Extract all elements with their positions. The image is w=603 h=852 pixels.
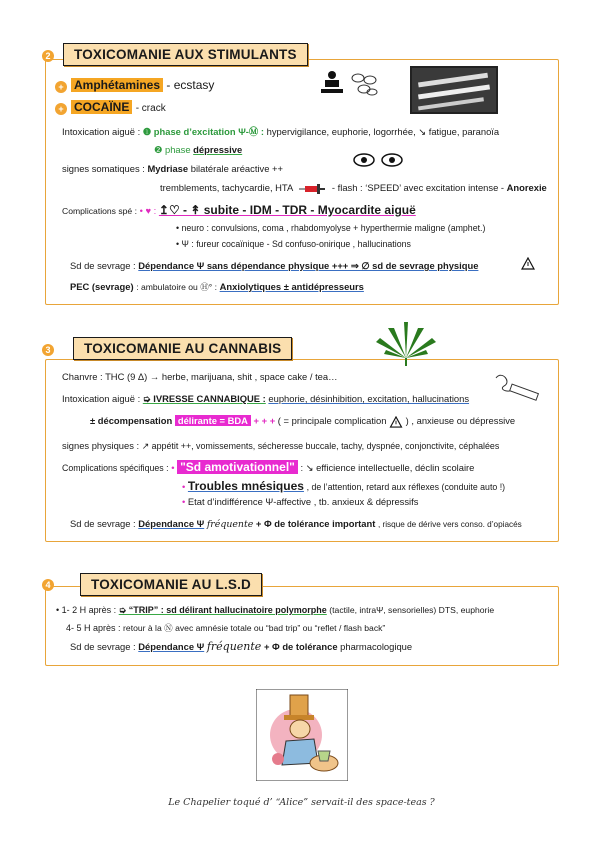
warning-icon <box>521 257 535 270</box>
lsd-line1-bold: ➭ “TRIP” : sd délirant hallucinatoire polymorphe <box>118 605 327 615</box>
sevrage-label: Sd de sevrage : <box>70 518 136 529</box>
etat-text: Etat d’indifférence Ψ-affective , tb. anxieux & dépressifs <box>187 496 419 507</box>
sevrage-line-cannabis <box>70 518 522 531</box>
cocaine-line <box>71 101 166 115</box>
sevrage-line-stim <box>70 260 478 272</box>
intox-cannabis-line <box>62 393 469 405</box>
cocaine-lines-photo <box>410 66 498 114</box>
plus-icon: + <box>55 81 67 93</box>
cannabis-leaf-icon <box>374 318 438 366</box>
somatic-line <box>62 163 283 175</box>
cocaine-label: COCAÏNE <box>71 100 132 114</box>
decomp-prefix: ± décompensation <box>90 415 173 426</box>
somatic-line-2 <box>160 182 547 195</box>
compl-heart: • ♥ : <box>139 205 157 216</box>
lsd-line-1 <box>56 604 494 616</box>
intox-label: Intoxication aiguë : <box>62 126 141 137</box>
sevrage-line-lsd <box>70 641 412 653</box>
sevrage-label: Sd de sevrage : <box>70 260 136 271</box>
intox-line-2 <box>154 144 242 156</box>
decomp-highlight: délirante = BDA <box>175 415 251 426</box>
complications-line <box>62 204 416 217</box>
troubles-bold: Troubles mnésiques <box>187 479 304 493</box>
compl-label: Complications spécifiques : <box>62 463 169 473</box>
etat-line: • Etat d’indifférence Ψ-affective , tb. anxieux & dépressifs <box>182 496 419 507</box>
decomp-rest: ( = principale complication <box>277 415 387 426</box>
intox-line-1 <box>62 126 499 138</box>
section-title-lsd: TOXICOMANIE AU L.S.D <box>80 573 262 596</box>
phys-text: ↗ appétit ++, vomissements, sécheresse buccale, tachy, dyspnée, conjonctivite, céphalées <box>141 441 500 451</box>
lsd-line1-rest: (tactile, intraΨ, sensorielles) DTS, euphorie <box>329 605 495 615</box>
pills-icon <box>350 72 380 98</box>
compl-neuro: • neuro : convulsions, coma , rhabdomyolyse + hyperthermie maligne (amphet.) <box>176 223 486 233</box>
troubles-rest: , de l’attention, retard aux réflexes (conduite auto !) <box>306 482 506 492</box>
amphetamines-label: Amphétamines <box>71 78 163 92</box>
decomp-line <box>90 415 515 428</box>
compl-main: ↥♡ - ↟ subite - IDM - TDR - Myocardite aiguë <box>158 203 416 217</box>
decomp-plus: + + + <box>253 415 276 426</box>
sevrage-label: Sd de sevrage : <box>70 641 136 652</box>
pec-mid: : ambulatoire ou Ⓗ° : <box>136 282 218 292</box>
pec-label: PEC (sevrage) <box>70 281 134 292</box>
somatic2-rest: - flash : ‘SPEED’ avec excitation intense - <box>331 182 505 193</box>
section-number-3: 3 <box>42 344 54 356</box>
amphetamines-line <box>71 79 214 91</box>
lsd-line2-label: 4- 5 H après : <box>66 623 121 633</box>
amphetamines-rest: - ecstasy <box>166 78 215 92</box>
intox-rest: euphorie, désinhibition, excitation, hallucinations <box>268 393 470 404</box>
intox-bold: ➭ IVRESSE CANNABIQUE : <box>142 393 266 404</box>
plus-icon: + <box>55 103 67 115</box>
section-title-cannabis: TOXICOMANIE AU CANNABIS <box>73 337 292 360</box>
sevrage-rest: pharmacologique <box>340 641 413 652</box>
sevrage-mid: + Φ de tolérance important <box>255 518 376 529</box>
mad-hatter-illustration <box>256 689 348 781</box>
phys-label: signes physiques : <box>62 440 140 451</box>
person-icon <box>318 70 346 96</box>
illustration-caption: Le Chapelier toqué d’ “Alice” servait-il des space-teas ? <box>168 797 435 808</box>
lsd-line2-text: retour à la Ⓝ avec amnésie totale ou “bad trip” ou “reflet / flash back” <box>123 623 386 633</box>
intox-phase1: ❶ phase d’excitation Ψ-Ⓜ : <box>142 126 265 137</box>
sevrage-mid: + Φ de tolérance <box>263 641 338 652</box>
chanvre-line: Chanvre : THC (9 Δ) → herbe, marijuana, shit , space cake / tea… <box>62 371 338 382</box>
cocaine-rest: - crack <box>135 103 166 114</box>
troubles-line: • Troubles mnésiques , de l’attention, retard aux réflexes (conduite auto !) <box>182 479 506 493</box>
intox-label: Intoxication aiguë : <box>62 393 141 404</box>
intox-phase2-bold: dépressive <box>193 144 243 155</box>
compl-cannabis-line: Complications spécifiques : • "Sd amotivationnel" : ↘ efficience intellectuelle, déclin scolaire <box>62 460 475 474</box>
intox-phase1-rest: hypervigilance, euphorie, logorrhée, ↘ fatigue, paranoïa <box>266 126 500 137</box>
compl-psy: • Ψ : fureur cocaïnique - Sd confuso-onirique , hallucinations <box>176 239 411 249</box>
somatic-bold: Mydriase <box>147 163 189 174</box>
somatic-rest: bilatérale aréactive ++ <box>190 163 283 174</box>
pec-line <box>70 281 364 293</box>
compl-rest: : ↘ efficience intellectuelle, déclin scolaire <box>300 462 475 473</box>
lsd-line1-label: • 1- 2 H après : <box>56 605 117 615</box>
pec-bold: Anxiolytiques ± antidépresseurs <box>219 281 364 292</box>
intox-phase2: ❷ phase <box>154 144 191 155</box>
syringe-icon <box>299 183 325 195</box>
joint-icon <box>492 368 542 404</box>
sevrage-text: Dépendance Ψ sans dépendance physique +++ ⇒ ∅ sd de sevrage physique <box>138 260 479 271</box>
sevrage-freq: fréquente <box>206 519 254 530</box>
sevrage-freq: fréquente <box>206 640 262 653</box>
section-title-stimulants: TOXICOMANIE AUX STIMULANTS <box>63 43 308 66</box>
warning-icon <box>389 416 403 428</box>
somatic2: tremblements, tachycardie, HTA <box>160 182 293 193</box>
compl-label: Complications spé : <box>62 206 137 216</box>
eyes-icon <box>352 152 404 168</box>
decomp-end: ) , anxieuse ou dépressive <box>405 415 516 426</box>
sevrage-bold: Dépendance Ψ <box>138 641 205 652</box>
phys-line <box>62 440 499 452</box>
lsd-line-2 <box>66 622 385 634</box>
somatic-label: signes somatiques : <box>62 163 145 174</box>
section-number-4: 4 <box>42 579 54 591</box>
section-number-2: 2 <box>42 50 54 62</box>
somatic2-bold: Anorexie <box>506 182 547 193</box>
sevrage-bold: Dépendance Ψ <box>138 518 205 529</box>
sevrage-rest: , risque de dérive vers conso. d’opiacés <box>377 520 522 529</box>
compl-highlight: "Sd amotivationnel" <box>177 460 298 474</box>
